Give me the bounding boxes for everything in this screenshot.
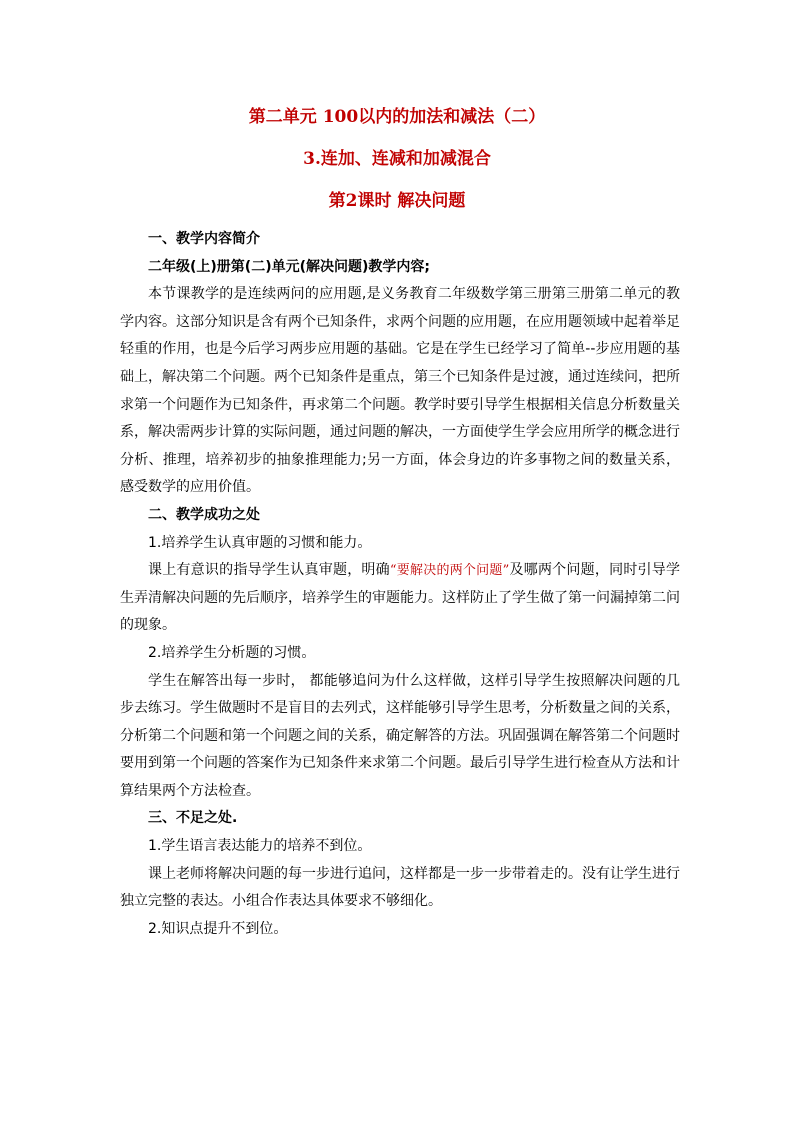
section2-item1-title: 1.培养学生认真审题的习惯和能力。	[148, 534, 372, 551]
section1-paragraph: 本节课教学的是连续两问的应用题,是义务教育二年级数学第三册第三册第二单元的教学内容。这部分知识是含有两个已知条件，求两个问题的应用题，在应用题领域中起着举足轻重的作用，也是今后学习两步应用题的基础。它是在学生已经学习了简单--步应用题的基础上，解决第二个问题。两个已知条件是重点，第三个已知条件是过渡，通过连续问，把所求第一个问题作为已知条件，再求第二个问题。教学时要引导学生根据相关信息分析数量关系，解决需两步计算的实际问题，通过问题的解决，一方面使学生学会应用所学的概念进行分析、推理，培养初步的抽象推理能力;另一方面，体会身边的许多事物之间的数量关系，感受数学的应用价值。	[120, 286, 680, 496]
section1-heading: 一、教学内容简介	[148, 231, 260, 247]
section3-heading: 三、不足之处.	[148, 810, 238, 827]
section3-item1-title: 1.学生语言表达能力的培养不到位。	[148, 838, 372, 855]
section2-item2-title: 2.培养学生分析题的习惯。	[148, 644, 316, 661]
lesson-title: 第2课时 解决问题	[328, 191, 466, 211]
section3-item2-title: 2.知识点提升不到位。	[148, 920, 288, 937]
section2-item1-paragraph	[120, 557, 680, 640]
section3-item1-paragraph: 课上老师将解决问题的每一步进行追问，这样都是一步一步带着走的。没有让学生进行独立完整的表达。小组合作表达具体要求不够细化。	[120, 865, 680, 910]
item1-text-a: 课上有意识的指导学生认真审题，明确	[148, 562, 390, 579]
section2-item2-paragraph: 学生在解答出每一步时， 都能够追问为什么这样做，这样引导学生按照解决问题的几步去练习。学生做题时不是盲目的去列式，这样能够引导学生思考，分析数量之间的关系，分析第二个问题和第一个问题之间的关系，确定解答的方法。巩固强调在解答第二个问题时要用到第一个问题的答案作为已知条件来求第二个问题。最后引导学生进行检查从方法和计算结果两个方法检查。	[120, 672, 680, 799]
section1-bold-line: 二年级(上)册第(二)单元(解决问题)教学内容;	[148, 258, 430, 275]
section-subtitle: 3.连加、连减和加减混合	[303, 149, 491, 169]
section2-heading: 二、教学成功之处	[148, 506, 260, 523]
unit-title: 第二单元 100以内的加法和减法（二）	[248, 107, 546, 127]
document-body	[120, 226, 680, 943]
item1-text-b: 及哪两个问题，同时引导学生弄清解决问题的先后顺序，培养学生的审题能力。这样防止了学生做了第一问漏掉第二问的现象。	[120, 562, 681, 634]
item1-quote: “要解决的两个问题”	[389, 563, 510, 579]
